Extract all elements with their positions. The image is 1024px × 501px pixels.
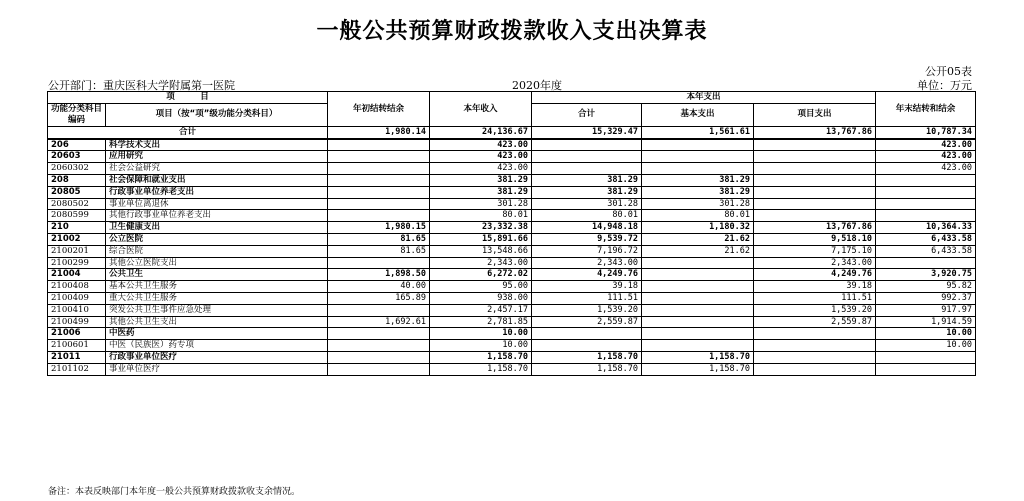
row-project: 9,518.10 — [754, 233, 876, 245]
table-row — [48, 340, 976, 352]
row-code: 2100408 — [48, 281, 106, 293]
row-basic: 21.62 — [642, 245, 754, 257]
row-project: 2,559.87 — [754, 316, 876, 328]
row-begin-balance: 81.65 — [328, 233, 430, 245]
footnote: 备注：本表反映部门本年度一般公共预算财政拨款收支余情况。 — [48, 487, 301, 497]
row-name: 公立医院 — [106, 233, 328, 245]
row-begin-balance: 40.00 — [328, 281, 430, 293]
table-row — [48, 139, 976, 151]
row-end-balance: 6,433.58 — [876, 233, 976, 245]
row-expense-total: 14,948.18 — [532, 222, 642, 234]
row-code: 2080599 — [48, 210, 106, 222]
row-expense-total — [532, 163, 642, 175]
row-expense-total: 1,539.20 — [532, 304, 642, 316]
row-code: 20805 — [48, 186, 106, 198]
row-name: 应用研究 — [106, 151, 328, 163]
row-name: 事业单位医疗 — [106, 363, 328, 375]
row-basic — [642, 269, 754, 281]
row-begin-balance — [328, 174, 430, 186]
row-basic — [642, 163, 754, 175]
row-income: 80.01 — [430, 210, 532, 222]
row-code: 2100299 — [48, 257, 106, 269]
row-name: 综合医院 — [106, 245, 328, 257]
row-project — [754, 198, 876, 210]
row-income: 10.00 — [430, 340, 532, 352]
row-name: 事业单位离退休 — [106, 198, 328, 210]
unit-label: 单位：万元 — [917, 79, 972, 92]
row-expense-total: 2,343.00 — [532, 257, 642, 269]
row-name: 公共卫生 — [106, 269, 328, 281]
row-end-balance — [876, 198, 976, 210]
row-project — [754, 151, 876, 163]
row-basic: 1,180.32 — [642, 222, 754, 234]
row-project — [754, 174, 876, 186]
row-project: 4,249.76 — [754, 269, 876, 281]
total-end-balance: 10,787.34 — [876, 126, 976, 138]
table-row — [48, 257, 976, 269]
row-expense-total — [532, 151, 642, 163]
row-income: 23,332.38 — [430, 222, 532, 234]
row-end-balance — [876, 186, 976, 198]
header-expense-group: 本年支出 — [532, 92, 876, 104]
row-name: 社会保障和就业支出 — [106, 174, 328, 186]
row-begin-balance: 1,692.61 — [328, 316, 430, 328]
table-row — [48, 186, 976, 198]
row-code: 2100410 — [48, 304, 106, 316]
table-row — [48, 281, 976, 293]
row-income: 938.00 — [430, 292, 532, 304]
row-code: 206 — [48, 139, 106, 151]
row-name: 突发公共卫生事件应急处理 — [106, 304, 328, 316]
row-basic — [642, 139, 754, 151]
row-end-balance: 3,920.75 — [876, 269, 976, 281]
row-expense-total: 301.28 — [532, 198, 642, 210]
row-project: 2,343.00 — [754, 257, 876, 269]
row-income: 2,457.17 — [430, 304, 532, 316]
row-basic — [642, 257, 754, 269]
row-project — [754, 139, 876, 151]
total-basic: 1,561.61 — [642, 126, 754, 138]
row-income: 423.00 — [430, 163, 532, 175]
row-code: 2101102 — [48, 363, 106, 375]
table-row — [48, 316, 976, 328]
row-expense-total — [532, 139, 642, 151]
row-begin-balance: 1,898.50 — [328, 269, 430, 281]
row-code: 21004 — [48, 269, 106, 281]
row-project — [754, 363, 876, 375]
row-project — [754, 340, 876, 352]
row-end-balance — [876, 210, 976, 222]
header-basic: 基本支出 — [642, 103, 754, 126]
header-begin-balance: 年初结转结余 — [328, 92, 430, 127]
department-label: 公开部门：重庆医科大学附属第一医院 — [48, 79, 235, 92]
row-income: 381.29 — [430, 186, 532, 198]
header-income: 本年收入 — [430, 92, 532, 127]
total-begin-balance: 1,980.14 — [328, 126, 430, 138]
row-project — [754, 351, 876, 363]
row-code: 21002 — [48, 233, 106, 245]
row-begin-balance — [328, 210, 430, 222]
row-end-balance: 95.82 — [876, 281, 976, 293]
row-code: 210 — [48, 222, 106, 234]
row-name: 行政事业单位医疗 — [106, 351, 328, 363]
row-basic — [642, 281, 754, 293]
table-row — [48, 198, 976, 210]
table-row — [48, 363, 976, 375]
row-end-balance: 423.00 — [876, 151, 976, 163]
row-end-balance: 992.37 — [876, 292, 976, 304]
table-row — [48, 351, 976, 363]
table-row — [48, 151, 976, 163]
table-row — [48, 292, 976, 304]
row-code: 208 — [48, 174, 106, 186]
header-project: 项目支出 — [754, 103, 876, 126]
row-income: 10.00 — [430, 328, 532, 340]
row-income: 301.28 — [430, 198, 532, 210]
total-project: 13,767.86 — [754, 126, 876, 138]
row-expense-total: 1,158.70 — [532, 351, 642, 363]
row-project: 1,539.20 — [754, 304, 876, 316]
row-basic — [642, 292, 754, 304]
row-name: 社会公益研究 — [106, 163, 328, 175]
table-row — [48, 245, 976, 257]
row-name: 其他公共卫生支出 — [106, 316, 328, 328]
total-row — [48, 126, 976, 138]
row-income: 423.00 — [430, 139, 532, 151]
row-expense-total: 4,249.76 — [532, 269, 642, 281]
row-basic: 21.62 — [642, 233, 754, 245]
row-basic — [642, 304, 754, 316]
row-end-balance: 423.00 — [876, 163, 976, 175]
row-income: 423.00 — [430, 151, 532, 163]
row-begin-balance — [328, 340, 430, 352]
row-name: 中医药 — [106, 328, 328, 340]
row-begin-balance: 81.65 — [328, 245, 430, 257]
row-basic: 1,158.70 — [642, 363, 754, 375]
row-begin-balance — [328, 198, 430, 210]
budget-table — [47, 91, 976, 376]
row-basic: 381.29 — [642, 186, 754, 198]
row-begin-balance — [328, 304, 430, 316]
row-end-balance — [876, 174, 976, 186]
fiscal-year: 2020年度 — [512, 79, 562, 92]
row-end-balance: 6,433.58 — [876, 245, 976, 257]
row-expense-total: 111.51 — [532, 292, 642, 304]
row-expense-total: 7,196.72 — [532, 245, 642, 257]
row-begin-balance — [328, 151, 430, 163]
row-basic — [642, 151, 754, 163]
row-expense-total — [532, 340, 642, 352]
row-end-balance — [876, 363, 976, 375]
row-end-balance: 1,914.59 — [876, 316, 976, 328]
header-end-balance: 年末结转和结余 — [876, 92, 976, 127]
row-basic: 381.29 — [642, 174, 754, 186]
header-total: 合计 — [532, 103, 642, 126]
row-end-balance: 10.00 — [876, 328, 976, 340]
row-name: 重大公共卫生服务 — [106, 292, 328, 304]
row-project — [754, 328, 876, 340]
row-expense-total: 80.01 — [532, 210, 642, 222]
row-begin-balance — [328, 186, 430, 198]
row-income: 1,158.70 — [430, 351, 532, 363]
row-project — [754, 186, 876, 198]
row-basic — [642, 316, 754, 328]
row-name: 行政事业单位养老支出 — [106, 186, 328, 198]
row-income: 95.00 — [430, 281, 532, 293]
table-row — [48, 304, 976, 316]
form-number: 公开05表 — [925, 65, 972, 78]
row-income: 381.29 — [430, 174, 532, 186]
row-expense-total: 39.18 — [532, 281, 642, 293]
total-expense: 15,329.47 — [532, 126, 642, 138]
table-row — [48, 233, 976, 245]
table-row — [48, 328, 976, 340]
table-row — [48, 174, 976, 186]
row-begin-balance — [328, 351, 430, 363]
row-code: 2080502 — [48, 198, 106, 210]
row-expense-total: 2,559.87 — [532, 316, 642, 328]
row-project: 13,767.86 — [754, 222, 876, 234]
row-income: 2,343.00 — [430, 257, 532, 269]
row-expense-total: 381.29 — [532, 174, 642, 186]
row-end-balance: 10,364.33 — [876, 222, 976, 234]
row-basic: 301.28 — [642, 198, 754, 210]
row-code: 2100601 — [48, 340, 106, 352]
total-label: 合计 — [48, 126, 328, 138]
row-expense-total: 9,539.72 — [532, 233, 642, 245]
row-begin-balance — [328, 257, 430, 269]
row-income: 13,548.66 — [430, 245, 532, 257]
row-code: 21011 — [48, 351, 106, 363]
row-name: 科学技术支出 — [106, 139, 328, 151]
row-begin-balance — [328, 139, 430, 151]
row-end-balance — [876, 257, 976, 269]
row-end-balance — [876, 351, 976, 363]
row-project: 39.18 — [754, 281, 876, 293]
row-basic: 80.01 — [642, 210, 754, 222]
row-begin-balance — [328, 363, 430, 375]
row-name: 卫生健康支出 — [106, 222, 328, 234]
total-income: 24,136.67 — [430, 126, 532, 138]
row-code: 2100201 — [48, 245, 106, 257]
table-row — [48, 269, 976, 281]
row-begin-balance — [328, 163, 430, 175]
row-project — [754, 163, 876, 175]
row-project — [754, 210, 876, 222]
row-name: 中医（民族医）药专项 — [106, 340, 328, 352]
row-basic: 1,158.70 — [642, 351, 754, 363]
row-begin-balance — [328, 328, 430, 340]
row-project: 111.51 — [754, 292, 876, 304]
table-row — [48, 210, 976, 222]
row-end-balance: 10.00 — [876, 340, 976, 352]
row-expense-total: 381.29 — [532, 186, 642, 198]
row-name: 其他公立医院支出 — [106, 257, 328, 269]
row-basic — [642, 340, 754, 352]
row-name: 其他行政事业单位养老支出 — [106, 210, 328, 222]
row-code: 20603 — [48, 151, 106, 163]
header-name: 项目（按“项”级功能分类科目） — [106, 103, 328, 126]
row-income: 2,781.85 — [430, 316, 532, 328]
row-expense-total — [532, 328, 642, 340]
header-item: 项 目 — [48, 92, 328, 104]
table-row — [48, 163, 976, 175]
row-name: 基本公共卫生服务 — [106, 281, 328, 293]
row-end-balance: 423.00 — [876, 139, 976, 151]
row-project: 7,175.10 — [754, 245, 876, 257]
row-income: 6,272.02 — [430, 269, 532, 281]
row-basic — [642, 328, 754, 340]
row-code: 2100409 — [48, 292, 106, 304]
row-begin-balance: 1,980.15 — [328, 222, 430, 234]
row-income: 15,891.66 — [430, 233, 532, 245]
header-code: 功能分类科目编码 — [48, 103, 106, 126]
page-title: 一般公共预算财政拨款收入支出决算表 — [316, 19, 708, 44]
row-code: 21006 — [48, 328, 106, 340]
row-income: 1,158.70 — [430, 363, 532, 375]
row-end-balance: 917.97 — [876, 304, 976, 316]
row-expense-total: 1,158.70 — [532, 363, 642, 375]
row-code: 2060302 — [48, 163, 106, 175]
row-code: 2100499 — [48, 316, 106, 328]
row-begin-balance: 165.89 — [328, 292, 430, 304]
table-row — [48, 222, 976, 234]
